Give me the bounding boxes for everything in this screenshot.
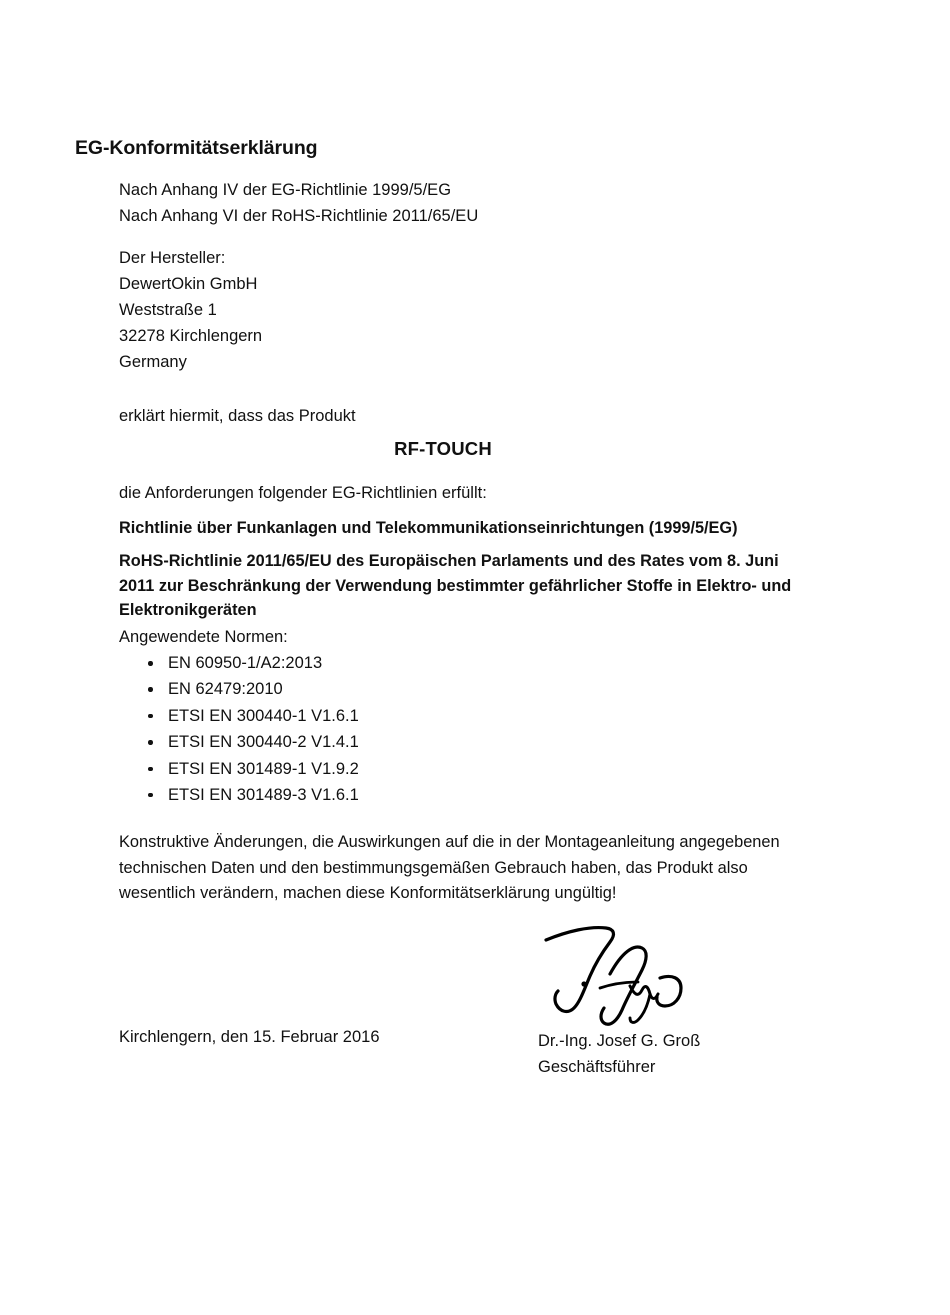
annex-reference-line: Nach Anhang VI der RoHS-Richtlinie 2011/65/EU bbox=[119, 207, 479, 225]
standards-label: Angewendete Normen: bbox=[119, 628, 288, 646]
list-item: EN 62479:2010 bbox=[148, 676, 359, 702]
list-item: ETSI EN 301489-1 V1.9.2 bbox=[148, 756, 359, 782]
requirements-intro bbox=[119, 480, 487, 506]
signature-glyph bbox=[538, 922, 708, 1034]
manufacturer-city: 32278 Kirchlengern bbox=[119, 327, 263, 345]
list-item: ETSI EN 300440-2 V1.4.1 bbox=[148, 729, 359, 755]
manufacturer-block bbox=[119, 245, 262, 375]
place-and-date: Kirchlengern, den 15. Februar 2016 bbox=[119, 1028, 380, 1046]
standards-list bbox=[148, 650, 359, 808]
directive-radio-equipment: Richtlinie über Funkanlagen und Telekommunikationseinrichtungen (1999/5/EG) bbox=[119, 519, 738, 537]
annex-references bbox=[119, 177, 478, 229]
requirements-intro-text: die Anforderungen folgender EG-Richtlinien erfüllt: bbox=[119, 484, 487, 502]
manufacturer-company: DewertOkin GmbH bbox=[119, 275, 258, 293]
product-name bbox=[0, 438, 950, 460]
page-title: EG-Konformitätserklärung bbox=[75, 137, 318, 159]
list-item: ETSI EN 300440-1 V1.6.1 bbox=[148, 703, 359, 729]
list-item: EN 60950-1/A2:2013 bbox=[148, 650, 359, 676]
product-name-text: RF-TOUCH bbox=[394, 438, 492, 459]
closing-note: Konstruktive Änderungen, die Auswirkungen auf die in der Montageanleitung angegebenen technischen Daten und den bestimmungsgemäßen Gebrauch haben, das Produkt also wesentlich verändern, machen diese Konformitätserklärung ungültig! bbox=[119, 833, 780, 902]
signer-role: Geschäftsführer bbox=[538, 1058, 656, 1076]
declaration-intro-text: erklärt hiermit, dass das Produkt bbox=[119, 407, 356, 425]
manufacturer-country: Germany bbox=[119, 353, 187, 371]
annex-reference-line: Nach Anhang IV der EG-Richtlinie 1999/5/EG bbox=[119, 181, 452, 199]
list-item: ETSI EN 301489-3 V1.6.1 bbox=[148, 782, 359, 808]
manufacturer-label: Der Hersteller: bbox=[119, 249, 226, 267]
directive-rohs: RoHS-Richtlinie 2011/65/EU des Europäischen Parlaments und des Rates vom 8. Juni 2011 zur Beschränkung der Verwendung bestimmter gefährlicher Stoffe in Elektro- und Elektronikgeräten bbox=[119, 552, 792, 619]
manufacturer-street: Weststraße 1 bbox=[119, 301, 217, 319]
declaration-intro bbox=[119, 403, 356, 429]
signer-block bbox=[538, 1028, 700, 1080]
signature-mark-icon bbox=[538, 922, 708, 1034]
signer-name: Dr.-Ing. Josef G. Groß bbox=[538, 1032, 701, 1050]
